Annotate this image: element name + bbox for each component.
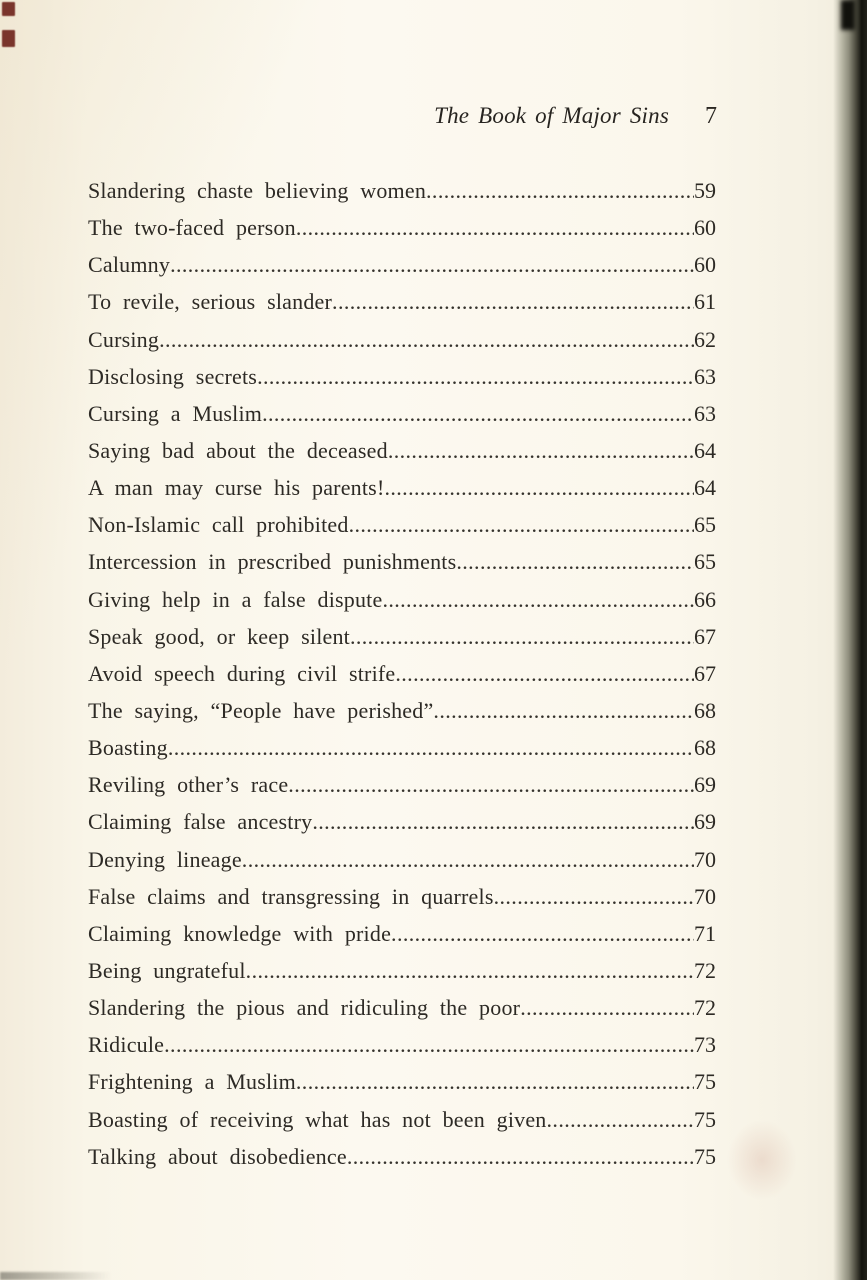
toc-entry-title: A man may curse his parents! bbox=[88, 475, 385, 501]
toc-dot-leader bbox=[159, 321, 694, 358]
toc-entry-title: Frightening a Muslim bbox=[88, 1069, 296, 1095]
toc-entry-title: Boasting bbox=[88, 735, 168, 761]
toc-entry-title: Denying lineage bbox=[88, 846, 242, 872]
toc-entry-page: 75 bbox=[694, 1143, 716, 1169]
toc-dot-leader bbox=[164, 1026, 694, 1063]
toc-row bbox=[88, 952, 716, 989]
toc-entry-title: Reviling other’s race bbox=[88, 772, 289, 798]
toc-entry-title: Ridicule bbox=[88, 1032, 165, 1058]
toc-dot-leader bbox=[296, 1063, 694, 1100]
toc-entry-title: Being ungrateful bbox=[88, 957, 246, 983]
toc-row bbox=[88, 766, 716, 803]
toc-dot-leader bbox=[391, 915, 694, 952]
toc-row bbox=[88, 841, 716, 878]
toc-entry-page: 59 bbox=[694, 178, 716, 203]
toc-dot-leader bbox=[384, 469, 694, 506]
toc-row bbox=[88, 1063, 716, 1100]
toc-dot-leader bbox=[456, 543, 694, 580]
toc-dot-leader bbox=[395, 655, 694, 692]
toc-entry-title: Claiming knowledge with pride bbox=[88, 920, 392, 946]
toc-entry-title: The two-faced person bbox=[88, 215, 296, 241]
table-of-contents bbox=[88, 172, 716, 1175]
toc-dot-leader bbox=[168, 729, 694, 766]
toc-dot-leader bbox=[426, 172, 694, 209]
toc-entry-page: 65 bbox=[694, 512, 716, 538]
scan-corner-mark bbox=[2, 2, 15, 16]
toc-dot-leader bbox=[347, 1138, 694, 1175]
toc-entry-page: 67 bbox=[694, 623, 716, 649]
toc-entry-title: Boasting of receiving what has not been given bbox=[88, 1106, 547, 1132]
toc-entry-page: 63 bbox=[694, 400, 716, 426]
toc-row bbox=[88, 172, 716, 209]
toc-dot-leader bbox=[257, 358, 694, 395]
toc-entry-page: 72 bbox=[694, 995, 716, 1021]
toc-entry-page: 73 bbox=[694, 1032, 716, 1058]
toc-dot-leader bbox=[296, 209, 694, 246]
toc-row bbox=[88, 915, 716, 952]
toc-row bbox=[88, 1026, 716, 1063]
toc-row bbox=[88, 803, 716, 840]
toc-row bbox=[88, 1101, 716, 1138]
toc-entry-title: To revile, serious slander bbox=[88, 289, 333, 315]
toc-entry-page: 70 bbox=[694, 883, 716, 909]
toc-entry-title: Disclosing secrets bbox=[88, 363, 258, 389]
toc-dot-leader bbox=[350, 618, 694, 655]
toc-entry-title: Cursing bbox=[88, 326, 160, 352]
toc-row bbox=[88, 283, 716, 320]
toc-entry-page: 70 bbox=[694, 846, 716, 872]
toc-row bbox=[88, 655, 716, 692]
toc-entry-title: Saying bad about the deceased bbox=[88, 437, 388, 463]
toc-row bbox=[88, 878, 716, 915]
toc-dot-leader bbox=[246, 952, 694, 989]
toc-row bbox=[88, 358, 716, 395]
toc-entry-page: 63 bbox=[694, 363, 716, 389]
toc-entry-title: Avoid speech during civil strife bbox=[88, 660, 396, 686]
toc-dot-leader bbox=[382, 581, 694, 618]
toc-entry-page: 71 bbox=[694, 920, 716, 946]
toc-row bbox=[88, 618, 716, 655]
toc-row bbox=[88, 989, 716, 1026]
toc-entry-title: Calumny bbox=[88, 252, 171, 278]
page-number: 7 bbox=[705, 103, 717, 129]
toc-entry-page: 60 bbox=[694, 215, 716, 241]
toc-entry-title: Claiming false ancestry bbox=[88, 809, 313, 835]
toc-dot-leader bbox=[332, 283, 694, 320]
toc-row bbox=[88, 432, 716, 469]
scan-corner-mark bbox=[2, 30, 15, 47]
toc-dot-leader bbox=[388, 432, 694, 469]
toc-entry-page: 67 bbox=[694, 660, 716, 686]
toc-dot-leader bbox=[349, 506, 694, 543]
toc-row bbox=[88, 692, 716, 729]
toc-entry-page: 69 bbox=[694, 809, 716, 835]
scan-faint-stain bbox=[727, 1120, 797, 1200]
toc-row bbox=[88, 506, 716, 543]
toc-row bbox=[88, 729, 716, 766]
toc-dot-leader bbox=[170, 246, 694, 283]
toc-entry-title: Slandering chaste believing women bbox=[88, 178, 427, 203]
toc-entry-page: 75 bbox=[694, 1106, 716, 1132]
toc-dot-leader bbox=[288, 766, 694, 803]
toc-entry-page: 64 bbox=[694, 437, 716, 463]
scan-right-edge-shadow bbox=[833, 0, 867, 1280]
toc-entry-title: The saying, “People have perished” bbox=[88, 697, 434, 723]
toc-dot-leader bbox=[433, 692, 694, 729]
toc-entry-title: Slandering the pious and ridiculing the poor bbox=[88, 995, 521, 1021]
toc-row bbox=[88, 209, 716, 246]
toc-row bbox=[88, 246, 716, 283]
scan-bottom-smudge bbox=[0, 1272, 112, 1280]
toc-entry-page: 72 bbox=[694, 957, 716, 983]
toc-entry-page: 65 bbox=[694, 549, 716, 575]
toc-entry-title: Giving help in a false dispute bbox=[88, 586, 383, 612]
toc-row bbox=[88, 1138, 716, 1175]
toc-row bbox=[88, 395, 716, 432]
page-header bbox=[0, 101, 717, 134]
toc-entry-page: 66 bbox=[694, 586, 716, 612]
toc-entry-page: 68 bbox=[694, 697, 716, 723]
running-title: The Book of Major Sins bbox=[434, 103, 669, 128]
toc-row bbox=[88, 321, 716, 358]
toc-row bbox=[88, 469, 716, 506]
toc-entry-title: Speak good, or keep silent bbox=[88, 623, 350, 649]
toc-dot-leader bbox=[312, 803, 694, 840]
toc-entry-page: 68 bbox=[694, 735, 716, 761]
toc-entry-page: 75 bbox=[694, 1069, 716, 1095]
toc-dot-leader bbox=[262, 395, 694, 432]
toc-entry-page: 69 bbox=[694, 772, 716, 798]
toc-entry-title: Non-Islamic call prohibited bbox=[88, 512, 349, 538]
toc-entry-title: Cursing a Muslim bbox=[88, 400, 263, 426]
toc-dot-leader bbox=[242, 841, 694, 878]
toc-entry-page: 60 bbox=[694, 252, 716, 278]
toc-entry-title: False claims and transgressing in quarrels bbox=[88, 883, 494, 909]
toc-entry-title: Intercession in prescribed punishments bbox=[88, 549, 457, 575]
toc-entry-page: 64 bbox=[694, 475, 716, 501]
toc-entry-title: Talking about disobedience bbox=[88, 1143, 347, 1169]
toc-row bbox=[88, 543, 716, 580]
toc-dot-leader bbox=[494, 878, 694, 915]
toc-row bbox=[88, 581, 716, 618]
toc-entry-page: 62 bbox=[694, 326, 716, 352]
toc-dot-leader bbox=[547, 1101, 694, 1138]
toc-entry-page: 61 bbox=[694, 289, 716, 315]
toc-dot-leader bbox=[520, 989, 694, 1026]
